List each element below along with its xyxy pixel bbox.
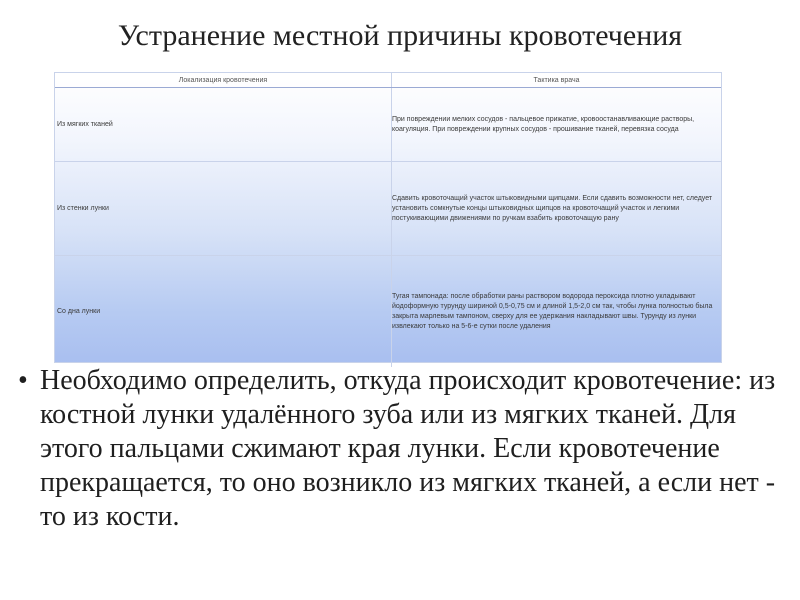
cell-tactic: Сдавить кровоточащий участок штыковидными щипцами. Если сдавить возможности нет, следует установить сомкнутые концы штыковидных щипцов на кровоточащий участок и легкими постукивающими движениями по ручкам взабить кровоточащую рану	[392, 162, 722, 256]
cell-tactic: При повреждении мелких сосудов - пальцевое прижатие, кровоостанавливающие растворы, коагуляция. При повреждении крупных сосудов - прошивание тканей, перевязка сосуда	[392, 88, 722, 162]
bullet-point	[18, 364, 788, 534]
bullet-text: Необходимо определить, откуда происходит кровотечение: из костной лунки удалённого зуба или из мягких тканей. Для этого пальцами сжимают края лунки. Если кровотечение прекращается, то оно возникло из мягких тканей, а если нет - то из кости.	[40, 365, 776, 532]
table	[55, 73, 721, 367]
slide-title: Устранение местной причины кровотечения	[117, 19, 683, 52]
cell-location: Из мягких тканей	[55, 88, 392, 162]
table-row	[55, 162, 721, 256]
header-tactic: Тактика врача	[392, 73, 722, 88]
table-header-row	[55, 73, 721, 88]
table-row	[55, 88, 721, 162]
cell-location: Со дна лунки	[55, 256, 392, 368]
table-row	[55, 256, 721, 368]
bullet-marker: •	[18, 365, 28, 396]
tactics-table	[54, 72, 722, 363]
header-location: Локализация кровотечения	[55, 73, 392, 88]
cell-tactic: Тугая тампонада: после обработки раны раствором водорода пероксида плотно укладывают йодоформную турунду шириной 0,5-0,75 см и длиной 1,5-2,0 см так, чтобы лунка полностью была закрыта марлевым тампоном, сверху для ее удержания накладывают швы. Турунду из лунки извлекают только на 5-6-е сутки после удаления	[392, 292, 713, 330]
cell-location: Из стенки лунки	[55, 162, 392, 256]
